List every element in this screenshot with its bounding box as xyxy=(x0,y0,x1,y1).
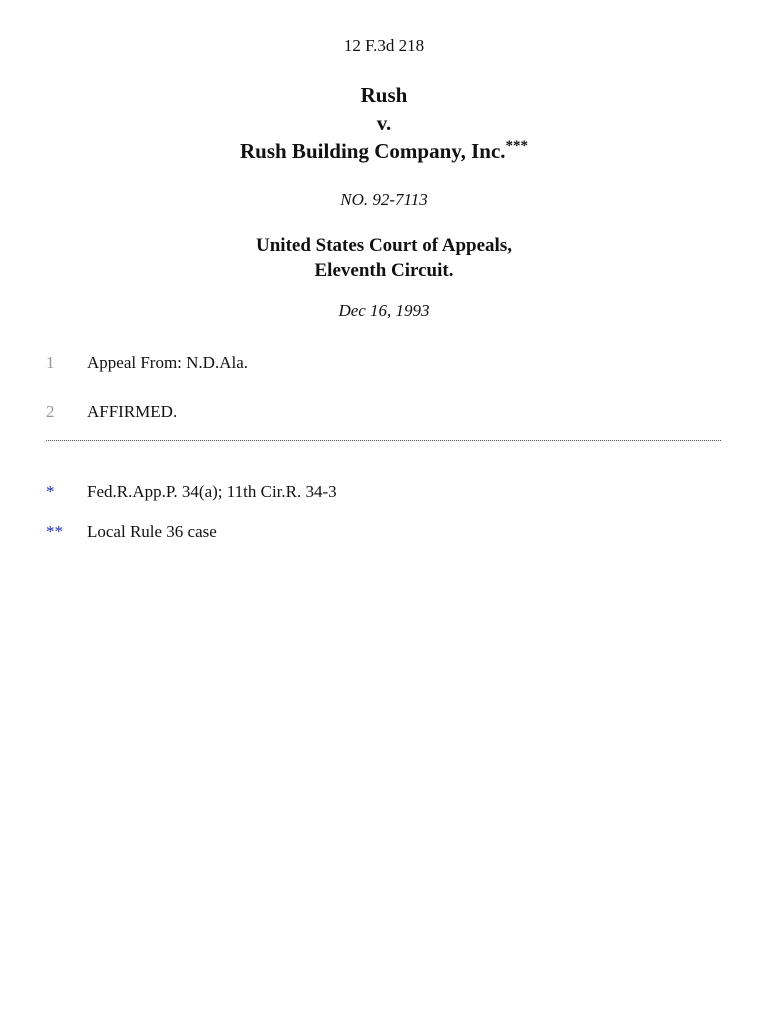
versus-label: v. xyxy=(376,111,392,135)
docket-number: NO. 92-7113 xyxy=(340,190,428,209)
paragraph-number: 1 xyxy=(46,353,55,372)
decision-date: Dec 16, 1993 xyxy=(338,301,430,320)
party-defendant xyxy=(0,137,768,165)
paragraph-text: AFFIRMED. xyxy=(87,402,178,421)
footnote-text: Fed.R.App.P. 34(a); 11th Cir.R. 34-3 xyxy=(87,482,337,501)
party-plaintiff: Rush xyxy=(360,83,408,107)
footnote-mark-link[interactable]: * xyxy=(46,482,55,501)
footnote-mark-link[interactable]: ** xyxy=(46,522,63,541)
court-name-line2: Eleventh Circuit. xyxy=(314,260,454,281)
footnote-text: Local Rule 36 case xyxy=(87,522,217,541)
title-footnote-link[interactable]: *** xyxy=(505,138,529,154)
court-name xyxy=(0,233,768,283)
case-citation: 12 F.3d 218 xyxy=(343,36,425,55)
footnote-divider xyxy=(46,440,721,441)
paragraph-text: Appeal From: N.D.Ala. xyxy=(87,353,249,372)
party-defendant-name: Rush Building Company, Inc. xyxy=(239,139,506,163)
court-name-line1: United States Court of Appeals, xyxy=(256,235,512,256)
paragraph-number: 2 xyxy=(46,402,55,421)
case-title xyxy=(0,81,768,165)
